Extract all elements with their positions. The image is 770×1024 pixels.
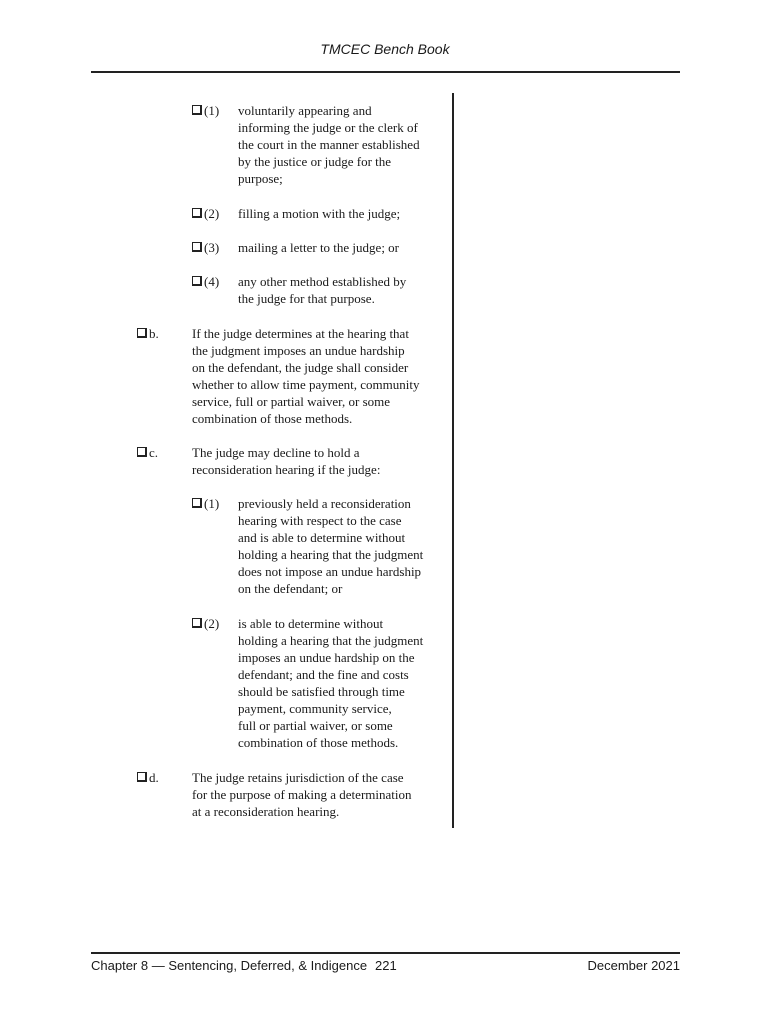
list-item xyxy=(192,239,443,256)
item-marker: (3) xyxy=(204,240,220,255)
footer-divider xyxy=(91,952,680,954)
item-marker: (1) xyxy=(204,496,220,511)
checkbox-icon xyxy=(192,242,201,251)
item-marker: b. xyxy=(149,326,159,341)
item-marker: (2) xyxy=(204,616,220,631)
checkbox-icon xyxy=(137,447,146,456)
footer-date: December 2021 xyxy=(587,958,680,973)
item-text: filling a motion with the judge; xyxy=(238,206,401,221)
page-header-title: TMCEC Bench Book xyxy=(320,41,450,57)
item-text: If the judge determines at the hearing that the judgment imposes an undue hardship on the defendant, the judge shall consider whether to allow time payment, community service, full or partial waiver, or some combination of those methods. xyxy=(192,326,420,426)
list-item xyxy=(192,205,443,222)
item-text: previously held a reconsideration hearing with respect to the case and is able to determine without holding a hearing that the judgment does not impose an undue hardship on the defendant; or xyxy=(238,496,424,596)
footer-chapter: Chapter 8 — Sentencing, Deferred, & Indigence xyxy=(91,958,368,973)
list-item xyxy=(137,444,442,478)
item-marker: d. xyxy=(149,770,159,785)
checkbox-icon xyxy=(192,105,201,114)
item-marker: c. xyxy=(149,445,159,460)
list-item xyxy=(192,615,443,751)
item-text: The judge retains jurisdiction of the case for the purpose of making a determination at a reconsideration hearing. xyxy=(192,770,412,819)
checkbox-icon xyxy=(192,498,201,507)
list-item xyxy=(192,273,443,307)
item-marker: (1) xyxy=(204,103,220,118)
header-divider xyxy=(91,71,680,73)
checkbox-icon xyxy=(192,276,201,285)
checkbox-icon xyxy=(137,328,146,337)
checkbox-icon xyxy=(137,772,146,781)
footer-page-number: 221 xyxy=(375,958,397,973)
item-text: voluntarily appearing and informing the judge or the clerk of the court in the manner established by the justice or judge for the purpose; xyxy=(238,103,420,186)
item-text: any other method established by the judge for that purpose. xyxy=(238,274,407,306)
list-item xyxy=(137,325,442,427)
column-divider xyxy=(452,93,454,828)
item-marker: (2) xyxy=(204,206,220,221)
checkbox-icon xyxy=(192,618,201,627)
item-text: The judge may decline to hold a reconsideration hearing if the judge: xyxy=(192,445,381,477)
checkbox-icon xyxy=(192,208,201,217)
item-text: mailing a letter to the judge; or xyxy=(238,240,400,255)
list-item xyxy=(192,495,443,597)
item-text: is able to determine without holding a hearing that the judgment imposes an undue hardship on the defendant; and the fine and costs should be satisfied through time payment, community service, full or partial waiver, or some combination of those methods. xyxy=(238,616,424,750)
item-marker: (4) xyxy=(204,274,220,289)
list-item xyxy=(137,769,442,820)
list-item xyxy=(192,102,443,187)
